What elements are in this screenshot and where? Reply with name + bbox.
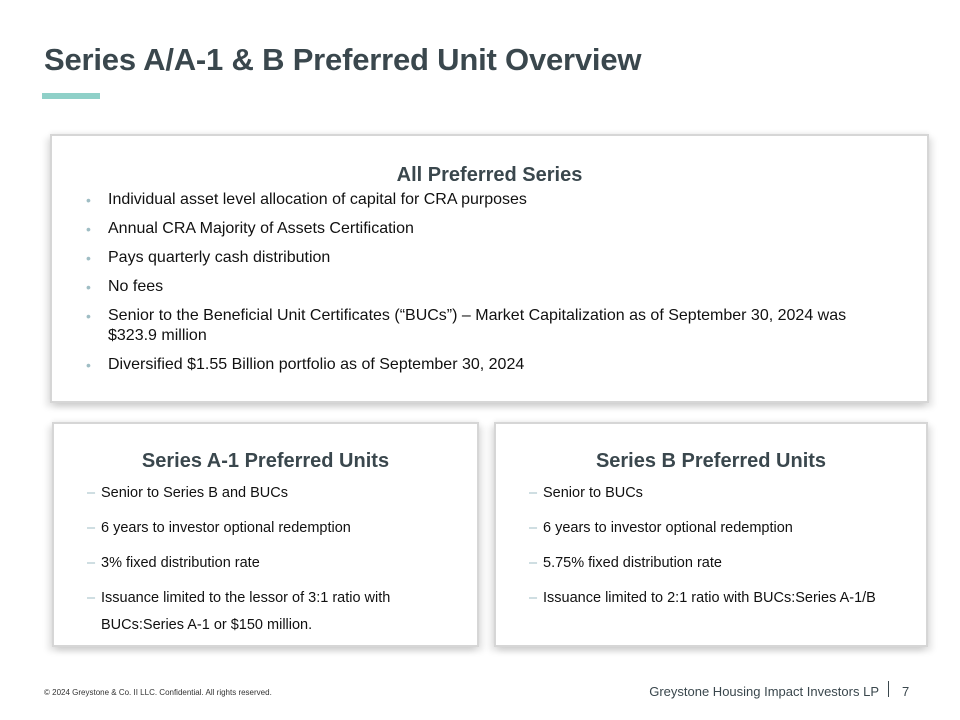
series-a1-list: [87, 480, 467, 647]
list-item: • Annual CRA Majority of Assets Certification: [86, 220, 414, 237]
title-accent-bar: [42, 93, 100, 99]
series-a1-heading: Series A-1 Preferred Units: [141, 450, 390, 472]
dash-icon: –: [529, 590, 538, 606]
list-item: – 5.75% fixed distribution rate: [529, 550, 919, 577]
list-item: • Individual asset level allocation of capital for CRA purposes: [86, 191, 527, 208]
slide-title: Series A/A-1 & B Preferred Unit Overview: [44, 42, 642, 77]
bullet-icon: •: [86, 308, 91, 324]
page-number: 7: [902, 684, 910, 699]
series-a1-panel: [52, 422, 479, 647]
dash-icon: –: [87, 555, 96, 571]
dash-icon: –: [87, 485, 96, 501]
dash-icon: –: [529, 485, 538, 501]
dash-icon: –: [87, 520, 96, 536]
all-preferred-list: [86, 190, 886, 384]
list-item: • Pays quarterly cash distribution: [86, 249, 331, 266]
bullet-icon: •: [86, 192, 91, 208]
bullet-icon: •: [86, 357, 91, 373]
dash-icon: –: [529, 520, 538, 536]
footer-divider: [888, 681, 889, 697]
list-item: – 6 years to investor optional redemption: [87, 515, 467, 542]
list-item: – Issuance limited to 2:1 ratio with BUCs:Series A-1/B: [529, 585, 919, 612]
list-item: • Senior to the Beneficial Unit Certificates (“BUCs”) – Market Capitalization as of September 30, 2024 was $323.9 million: [86, 307, 847, 344]
bullet-icon: •: [86, 221, 91, 237]
list-item: • Diversified $1.55 Billion portfolio as of September 30, 2024: [86, 356, 525, 373]
bullet-icon: •: [86, 250, 91, 266]
list-item: – Senior to Series B and BUCs: [87, 480, 467, 507]
list-item: – Senior to BUCs: [529, 480, 919, 507]
series-b-heading: Series B Preferred Units: [595, 450, 827, 472]
all-preferred-heading: All Preferred Series: [396, 164, 583, 186]
dash-icon: –: [529, 555, 538, 571]
list-item: – 6 years to investor optional redemption: [529, 515, 919, 542]
footer-company: Greystone Housing Impact Investors LP: [649, 684, 879, 699]
dash-icon: –: [87, 590, 96, 606]
footer-copyright: © 2024 Greystone & Co. II LLC. Confidential. All rights reserved.: [44, 688, 272, 697]
series-b-list: [529, 480, 919, 620]
bullet-icon: •: [86, 279, 91, 295]
list-item: • No fees: [86, 278, 164, 295]
list-item: – 3% fixed distribution rate: [87, 550, 467, 577]
series-b-panel: [494, 422, 928, 647]
list-item: – Issuance limited to the lessor of 3:1 ratio with BUCs:Series A-1 or $150 million.: [87, 585, 467, 639]
all-preferred-panel: [50, 134, 929, 403]
